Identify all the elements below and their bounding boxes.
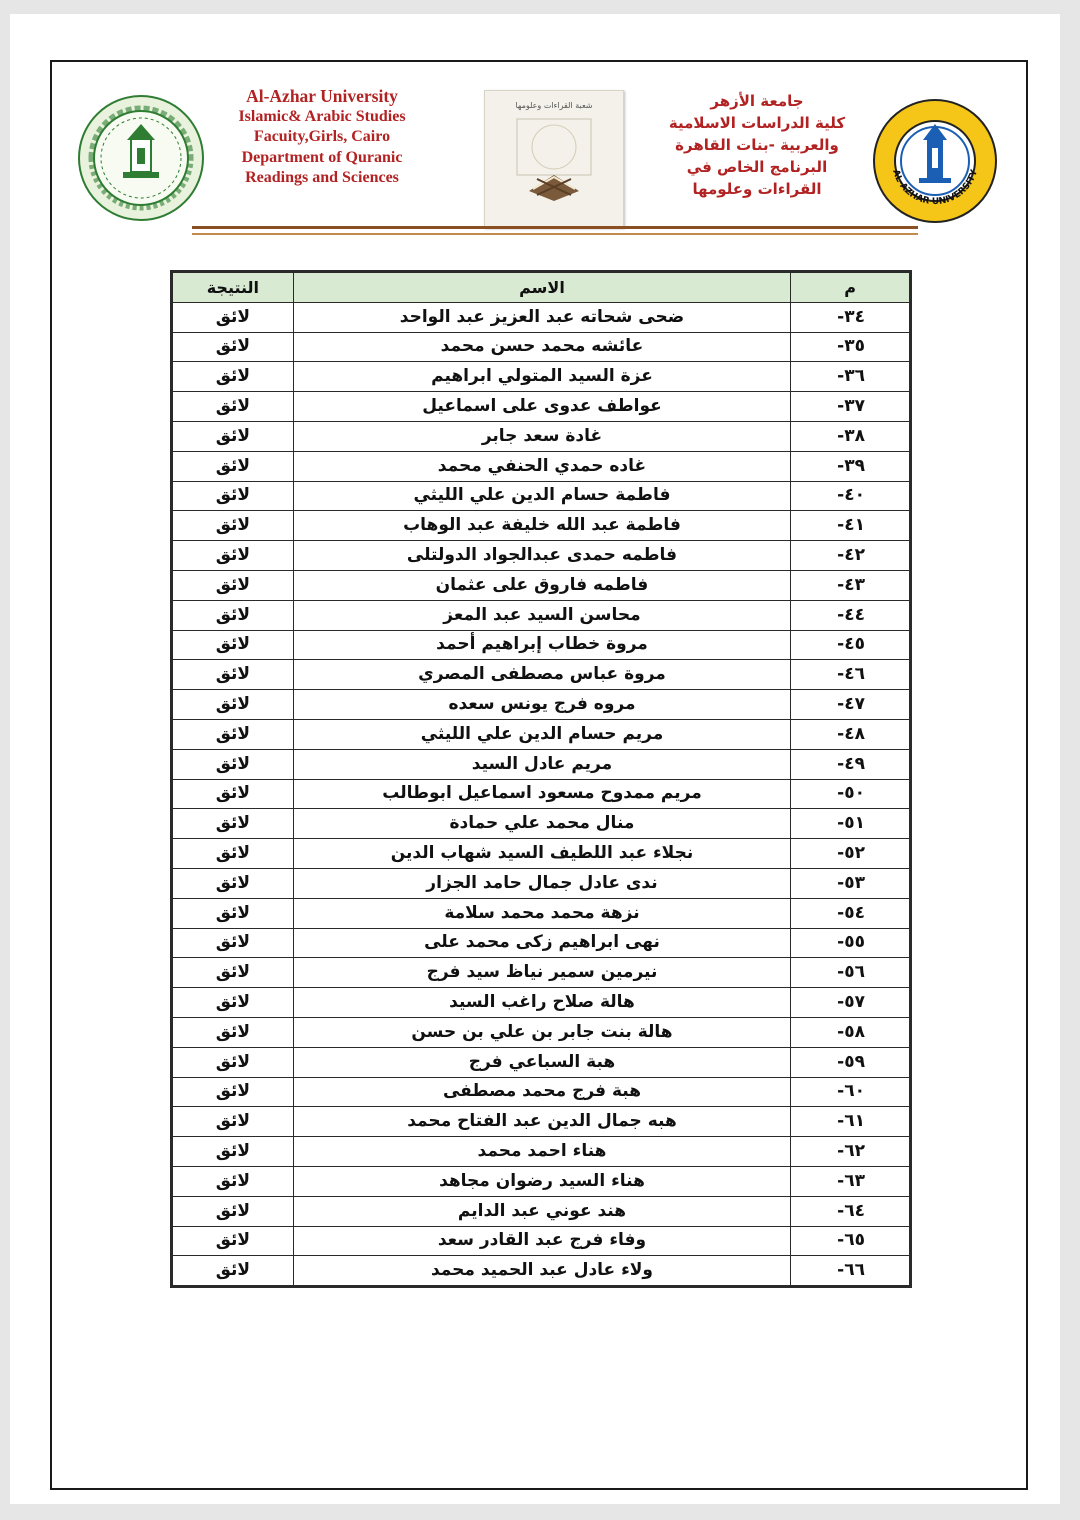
row-name: ضحى شحاته عبد العزيز عبد الواحد <box>293 302 790 332</box>
header-num: م <box>791 272 911 303</box>
row-name: مروة عباس مصطفى المصري <box>293 660 790 690</box>
row-number: ٦٣- <box>791 1166 911 1196</box>
row-result: لائق <box>172 719 294 749</box>
row-result: لائق <box>172 868 294 898</box>
table-row <box>172 511 911 541</box>
table-header-row <box>172 272 911 303</box>
header-arabic-line-2: كلية الدراسات الاسلامية <box>668 114 846 132</box>
table-row <box>172 392 911 422</box>
row-number: ٦٢- <box>791 1137 911 1167</box>
row-name: ولاء عادل عبد الحميد محمد <box>293 1256 790 1287</box>
row-name: عواطف عدوى على اسماعيل <box>293 392 790 422</box>
row-number: ٦٥- <box>791 1226 911 1256</box>
table-row <box>172 690 911 720</box>
row-result: لائق <box>172 302 294 332</box>
row-result: لائق <box>172 600 294 630</box>
row-result: لائق <box>172 332 294 362</box>
arabic-header <box>650 90 864 200</box>
row-name: غادة سعد جابر <box>293 421 790 451</box>
table-row <box>172 1256 911 1287</box>
header-name: الاسم <box>293 272 790 303</box>
row-result: لائق <box>172 392 294 422</box>
row-number: ٥٠- <box>791 779 911 809</box>
seal-text: AL-AZHAR UNIVERSITY <box>890 168 980 208</box>
emblem-caption: شعبة القراءات وعلومها <box>515 101 593 110</box>
table-row <box>172 421 911 451</box>
row-result: لائق <box>172 1077 294 1107</box>
row-result: لائق <box>172 988 294 1018</box>
row-result: لائق <box>172 451 294 481</box>
row-number: ٦٦- <box>791 1256 911 1287</box>
row-name: مريم ممدوح مسعود اسماعيل ابوطالب <box>293 779 790 809</box>
row-result: لائق <box>172 660 294 690</box>
row-name: مريم حسام الدين علي الليثي <box>293 719 790 749</box>
table-row <box>172 1137 911 1167</box>
row-number: ٤٢- <box>791 541 911 571</box>
row-name: غاده حمدي الحنفي محمد <box>293 451 790 481</box>
row-name: فاطمه حمدى عبدالجواد الدولتلى <box>293 541 790 571</box>
table-row <box>172 839 911 869</box>
row-name: فاطمة عبد الله خليفة عبد الوهاب <box>293 511 790 541</box>
row-number: ٥٦- <box>791 958 911 988</box>
table-row <box>172 1017 911 1047</box>
table-row <box>172 541 911 571</box>
table-row <box>172 1047 911 1077</box>
row-name: عائشه محمد حسن محمد <box>293 332 790 362</box>
row-name: فاطمه فاروق على عثمان <box>293 570 790 600</box>
row-number: ٤٨- <box>791 719 911 749</box>
row-number: ٤٥- <box>791 630 911 660</box>
table-row <box>172 988 911 1018</box>
row-result: لائق <box>172 511 294 541</box>
row-name: هبة السباعي فرج <box>293 1047 790 1077</box>
row-result: لائق <box>172 690 294 720</box>
row-number: ٣٤- <box>791 302 911 332</box>
row-number: ٣٥- <box>791 332 911 362</box>
row-result: لائق <box>172 958 294 988</box>
table-row <box>172 1077 911 1107</box>
row-name: محاسن السيد عبد المعز <box>293 600 790 630</box>
header-divider-light <box>192 233 918 235</box>
table-row <box>172 928 911 958</box>
table-row <box>172 302 911 332</box>
row-name: نجلاء عبد اللطيف السيد شهاب الدين <box>293 839 790 869</box>
row-result: لائق <box>172 421 294 451</box>
row-name: عزة السيد المتولي ابراهيم <box>293 362 790 392</box>
row-number: ٥٧- <box>791 988 911 1018</box>
row-name: مروه فرج يونس سعده <box>293 690 790 720</box>
row-number: ٤٠- <box>791 481 911 511</box>
table-row <box>172 570 911 600</box>
header-english-line-2: Islamic& Arabic Studies <box>238 107 406 125</box>
english-header <box>222 86 422 189</box>
row-result: لائق <box>172 749 294 779</box>
faculty-logo-icon <box>77 94 205 222</box>
row-result: لائق <box>172 630 294 660</box>
row-name: نهى ابراهيم زكى محمد على <box>293 928 790 958</box>
table-row <box>172 809 911 839</box>
table-row <box>172 660 911 690</box>
table-row <box>172 779 911 809</box>
row-result: لائق <box>172 1107 294 1137</box>
row-number: ٦٠- <box>791 1077 911 1107</box>
university-seal-icon <box>872 98 998 224</box>
table-row <box>172 1196 911 1226</box>
row-name: هالة صلاح راغب السيد <box>293 988 790 1018</box>
table-row <box>172 362 911 392</box>
row-name: نزهة محمد محمد سلامة <box>293 898 790 928</box>
row-result: لائق <box>172 1137 294 1167</box>
row-number: ٣٩- <box>791 451 911 481</box>
table-row <box>172 1107 911 1137</box>
row-result: لائق <box>172 779 294 809</box>
row-number: ٣٧- <box>791 392 911 422</box>
row-name: فاطمة حسام الدين علي الليثي <box>293 481 790 511</box>
table-row <box>172 1166 911 1196</box>
table-row <box>172 1226 911 1256</box>
header-result: النتيجة <box>172 272 294 303</box>
row-result: لائق <box>172 1256 294 1287</box>
row-result: لائق <box>172 809 294 839</box>
quran-stand-icon <box>485 91 623 227</box>
row-number: ٣٨- <box>791 421 911 451</box>
row-result: لائق <box>172 898 294 928</box>
header-divider-dark <box>192 226 918 229</box>
row-result: لائق <box>172 1226 294 1256</box>
table-row <box>172 600 911 630</box>
table-row <box>172 868 911 898</box>
row-name: ندى عادل جمال حامد الجزار <box>293 868 790 898</box>
table-row <box>172 481 911 511</box>
row-name: هبه جمال الدين عبد الفتاح محمد <box>293 1107 790 1137</box>
table-row <box>172 630 911 660</box>
row-number: ٤٦- <box>791 660 911 690</box>
row-result: لائق <box>172 1196 294 1226</box>
row-name: هناء السيد رضوان مجاهد <box>293 1166 790 1196</box>
row-name: هبة فرج محمد مصطفى <box>293 1077 790 1107</box>
row-number: ٥٢- <box>791 839 911 869</box>
row-result: لائق <box>172 1047 294 1077</box>
header-english-line-5: Readings and Sciences <box>245 169 399 186</box>
row-number: ٥١- <box>791 809 911 839</box>
header-arabic-line-4: البرنامج الخاص في <box>686 158 828 176</box>
row-number: ٤٧- <box>791 690 911 720</box>
table-row <box>172 451 911 481</box>
row-result: لائق <box>172 570 294 600</box>
row-number: ٦٤- <box>791 1196 911 1226</box>
header-arabic-line-1: جامعة الأزهر <box>710 92 804 110</box>
row-result: لائق <box>172 541 294 571</box>
results-table <box>170 270 912 1288</box>
document-page <box>10 14 1060 1504</box>
table-row <box>172 898 911 928</box>
row-result: لائق <box>172 481 294 511</box>
table-row <box>172 749 911 779</box>
header-english-line-4: Department of Quranic <box>241 148 403 166</box>
row-name: وفاء فرج عبد القادر سعد <box>293 1226 790 1256</box>
row-name: نيرمين سمير نياظ سيد فرج <box>293 958 790 988</box>
row-number: ٤١- <box>791 511 911 541</box>
row-number: ٤٣- <box>791 570 911 600</box>
header-english-line-3: Facuity,Girls, Cairo <box>253 128 391 145</box>
row-result: لائق <box>172 1166 294 1196</box>
row-number: ٥٤- <box>791 898 911 928</box>
page-frame <box>50 60 1028 1490</box>
row-name: هند عوني عبد الدايم <box>293 1196 790 1226</box>
department-emblem <box>484 90 624 228</box>
row-name: هالة بنت جابر بن علي بن حسن <box>293 1017 790 1047</box>
table-row <box>172 719 911 749</box>
row-name: مروة خطاب إبراهيم أحمد <box>293 630 790 660</box>
row-number: ٤٩- <box>791 749 911 779</box>
row-number: ٥٥- <box>791 928 911 958</box>
table-row <box>172 958 911 988</box>
row-number: ٥٨- <box>791 1017 911 1047</box>
row-result: لائق <box>172 362 294 392</box>
row-number: ٤٤- <box>791 600 911 630</box>
row-result: لائق <box>172 928 294 958</box>
row-name: منال محمد علي حمادة <box>293 809 790 839</box>
row-number: ٣٦- <box>791 362 911 392</box>
row-number: ٥٣- <box>791 868 911 898</box>
row-result: لائق <box>172 1017 294 1047</box>
table-row <box>172 332 911 362</box>
header-english-line-1: Al-Azhar University <box>246 86 398 106</box>
row-name: هناء احمد محمد <box>293 1137 790 1167</box>
header-arabic-line-3: والعربية -بنات القاهرة <box>675 136 839 154</box>
row-name: مريم عادل السيد <box>293 749 790 779</box>
row-number: ٥٩- <box>791 1047 911 1077</box>
row-number: ٦١- <box>791 1107 911 1137</box>
row-result: لائق <box>172 839 294 869</box>
header-arabic-line-5: القراءات وعلومها <box>692 180 822 198</box>
